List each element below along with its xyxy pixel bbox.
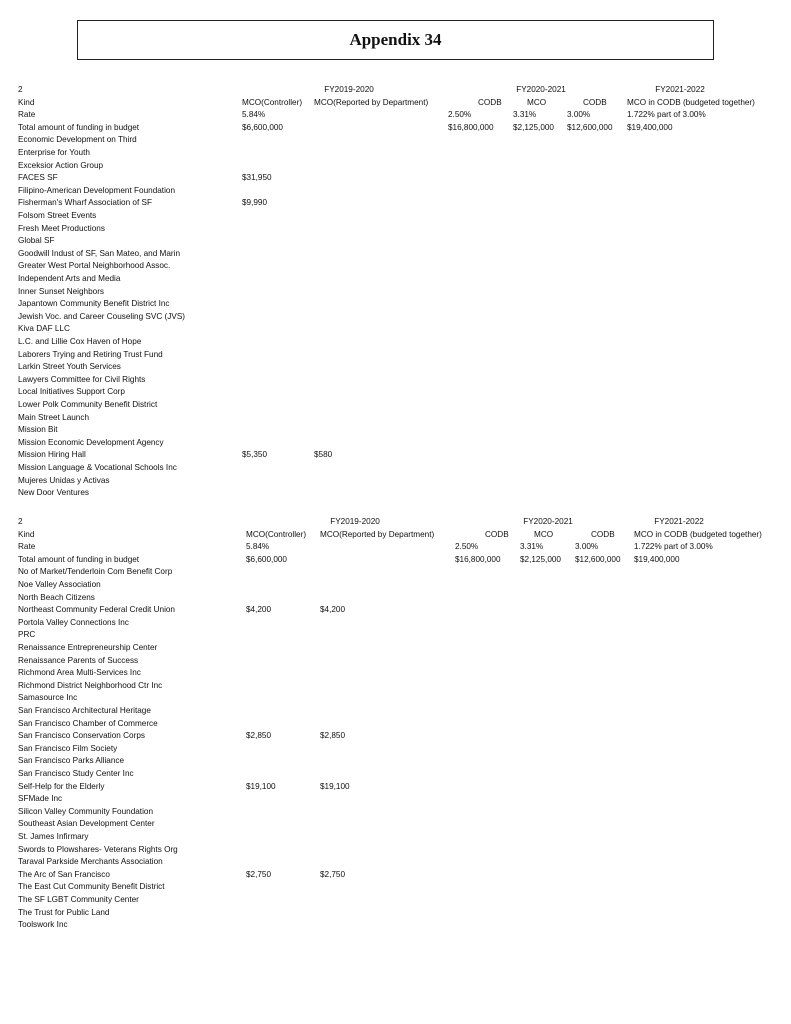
organization-name: PRC [18,630,36,640]
appendix-title: Appendix 34 [349,30,442,49]
table-row [18,856,778,869]
organization-name: The SF LGBT Community Center [18,895,139,904]
organization-name: Independent Arts and Media [18,274,121,283]
appendix-title-box [77,20,714,60]
organization-name: Swords to Plowshares- Veterans Rights Org [18,844,178,854]
funding-codb-2020: $12,600,000 [575,554,621,564]
col-header-mco-2020: MCO [534,529,554,539]
page-number: 2 [18,517,23,526]
organization-name: FACES SF [18,173,58,183]
organization-name: Renaissance Parents of Success [18,655,139,665]
table-row [18,160,778,173]
organization-name: Taraval Parkside Merchants Association [18,857,163,867]
amount-mco-controller: $9,990 [242,198,268,208]
table-row [18,248,778,261]
organization-name: Inner Sunset Neighbors [18,286,105,296]
table-row [18,781,778,794]
col-header-mco-2020: MCO [527,97,547,107]
col-header-mco-in-codb-2021: MCO in CODB (budgeted together) [627,97,755,107]
table-row [18,487,778,500]
amount-mco-controller: $5,350 [242,450,268,460]
fiscal-year-2021-2022: FY2021-2022 [655,85,705,94]
col-header-mco-controller: MCO(Controller) [242,97,303,107]
organization-name: Mission Hiring Hall [18,450,86,460]
col-header-codb-2020: CODB [591,529,615,539]
amount-mco-controller: $19,100 [246,781,276,791]
funding-codb-2019: $16,800,000 [455,554,501,564]
table-row [18,260,778,273]
kind-label: Kind [18,97,35,107]
table-row [18,579,778,592]
funding-codb-2020: $12,600,000 [567,122,613,132]
table-row [18,831,778,844]
table-row [18,311,778,324]
amount-mco-controller: $4,200 [246,605,272,615]
table-row [18,449,778,462]
table-row [18,894,778,907]
organization-name: Enterprise for Youth [18,148,90,157]
organization-name: Folsom Street Events [18,211,97,220]
table-row [18,806,778,819]
organization-name: Renaissance Entrepreneurship Center [18,643,158,652]
table-row [18,566,778,579]
organization-name: Exceksior Action Group [18,160,104,170]
funding-mco-in-codb-2021: $19,400,000 [634,554,680,564]
organization-name: Mission Economic Development Agency [18,437,164,447]
table-row [18,768,778,781]
organization-name: Lower Polk Community Benefit District [18,400,158,409]
table-row [18,235,778,248]
rate-mco-in-codb-2021: 1.722% part of 3.00% [634,542,713,552]
table-row [18,617,778,630]
organization-name: Main Street Launch [18,412,90,422]
organization-name: The Arc of San Francisco [18,869,110,879]
table-row [18,881,778,894]
amount-mco-controller: $31,950 [242,173,272,183]
organization-name: Jewish Voc. and Career Couseling SVC (JVS) [18,311,186,321]
table-row [18,743,778,756]
organization-name: San Francisco Study Center Inc [18,769,134,778]
table-row [18,185,778,198]
table-row [18,844,778,857]
organization-name: Lawyers Committee for Civil Rights [18,374,146,384]
header-row [18,122,778,135]
organization-name: Laborers Trying and Retiring Trust Fund [18,349,163,359]
header-row [18,541,778,554]
table-row [18,336,778,349]
amount-mco-department: $2,850 [320,731,346,741]
table-row [18,680,778,693]
organization-name: Silicon Valley Community Foundation [18,806,154,816]
table-row [18,604,778,617]
rate-codb-2020: 3.00% [567,110,591,120]
header-row [18,97,778,110]
organization-name: Southeast Asian Development Center [18,819,155,829]
amount-mco-department: $2,750 [320,869,346,879]
funding-label: Total amount of funding in budget [18,122,140,132]
organization-name: San Francisco Film Society [18,743,118,753]
col-header-codb-2020: CODB [583,97,607,107]
table-row [18,147,778,160]
organization-name: No of Market/Tenderloin Com Benefit Corp [18,567,173,577]
table-row [18,273,778,286]
col-header-codb-2019: CODB [485,529,509,539]
table-row [18,286,778,299]
table-row [18,919,778,932]
organization-name: Portola Valley Connections Inc [18,617,129,627]
fiscal-year-2020-2021: FY2020-2021 [516,85,566,94]
table-row [18,730,778,743]
funding-codb-2019: $16,800,000 [448,122,494,132]
organization-name: San Francisco Conservation Corps [18,731,145,741]
table-row [18,361,778,374]
table-row [18,399,778,412]
table-row [18,134,778,147]
table-row [18,298,778,311]
rate-mco-in-codb-2021: 1.722% part of 3.00% [627,110,706,120]
header-row [18,529,778,542]
organization-name: Filipino-American Development Foundation [18,185,176,195]
rate-mco-2020: 3.31% [520,542,544,552]
rate-codb-2019: 2.50% [448,110,472,120]
organization-name: Richmond District Neighborhood Ctr Inc [18,680,163,690]
table-row [18,197,778,210]
table-row [18,424,778,437]
table-row [18,907,778,920]
rate-label: Rate [18,110,36,120]
organization-name: Economic Development on Third [18,135,137,145]
organization-name: Global SF [18,236,55,246]
organization-name: The East Cut Community Benefit District [18,882,165,892]
table-row [18,642,778,655]
header-row [18,554,778,567]
table-row [18,386,778,399]
organization-name: San Francisco Architectural Heritage [18,706,151,715]
organization-name: San Francisco Chamber of Commerce [18,718,158,728]
fiscal-year-2019-2020: FY2019-2020 [330,517,380,526]
amount-mco-controller: $2,750 [246,869,272,879]
organization-name: North Beach Citizens [18,592,95,602]
table-row [18,629,778,642]
organization-name: Noe Valley Association [18,580,101,589]
funding-mco-2020: $2,125,000 [520,554,561,564]
fiscal-year-2020-2021: FY2020-2021 [523,517,573,526]
organization-name: Toolswork Inc [18,920,68,930]
fiscal-year-2019-2020: FY2019-2020 [324,85,374,94]
amount-mco-department: $4,200 [320,605,346,615]
organization-name: Fisherman's Wharf Association of SF [18,198,152,208]
table-row [18,705,778,718]
organization-name: Mission Bit [18,425,58,435]
table-row [18,592,778,605]
organization-name: Larkin Street Youth Services [18,362,121,372]
organization-name: New Door Ventures [18,488,89,498]
organization-name: Samasource Inc [18,693,78,703]
funding-mco-controller: $6,600,000 [242,122,283,132]
organization-name: Greater West Portal Neighborhood Assoc. [18,261,171,271]
table-row [18,475,778,488]
organization-name: SFMade Inc [18,794,63,804]
table-row [18,349,778,362]
funding-mco-2020: $2,125,000 [513,122,554,132]
col-header-mco-department: MCO(Reported by Department) [320,529,435,539]
organization-name: L.C. and Lillie Cox Haven of Hope [18,337,142,346]
table-row [18,793,778,806]
table-row [18,462,778,475]
table-row [18,223,778,236]
table-row [18,655,778,668]
organization-name: Goodwill Indust of SF, San Mateo, and Marin [18,248,181,258]
organization-name: Self-Help for the Elderly [18,781,105,791]
organization-name: Local Initiatives Support Corp [18,387,125,397]
table-row [18,210,778,223]
organization-name: St. James Infirmary [18,832,89,841]
amount-mco-department: $19,100 [320,781,350,791]
rate-mco-2020: 3.31% [513,110,537,120]
table-row [18,718,778,731]
header-row [18,109,778,122]
organization-name: The Trust for Public Land [18,907,110,917]
col-header-mco-controller: MCO(Controller) [246,529,307,539]
rate-mco-controller: 5.84% [246,542,270,552]
organization-name: Mujeres Unidas y Activas [18,475,110,485]
organization-name: Japantown Community Benefit District Inc [18,299,170,309]
organization-name: Kiva DAF LLC [18,324,70,334]
amount-mco-department: $580 [314,450,333,460]
table-row [18,818,778,831]
table-row [18,667,778,680]
table-row [18,437,778,450]
organization-name: Fresh Meet Productions [18,223,105,233]
organization-name: Northeast Community Federal Credit Union [18,605,175,615]
rate-label: Rate [18,542,36,552]
col-header-codb-2019: CODB [478,97,502,107]
organization-name: San Francisco Parks Alliance [18,756,125,766]
table-row [18,692,778,705]
col-header-mco-department: MCO(Reported by Department) [314,97,429,107]
header-row [18,84,778,97]
col-header-mco-in-codb-2021: MCO in CODB (budgeted together) [634,529,762,539]
organization-name: Mission Language & Vocational Schools Inc [18,463,177,472]
table-row [18,323,778,336]
organization-name: Richmond Area Multi-Services Inc [18,668,141,678]
table-row [18,412,778,425]
rate-codb-2019: 2.50% [455,542,479,552]
rate-mco-controller: 5.84% [242,110,266,120]
header-row [18,516,778,529]
kind-label: Kind [18,529,35,539]
amount-mco-controller: $2,850 [246,731,272,741]
table-row [18,869,778,882]
funding-mco-in-codb-2021: $19,400,000 [627,122,673,132]
page-number: 2 [18,85,23,94]
fiscal-year-2021-2022: FY2021-2022 [654,517,704,526]
table-row [18,755,778,768]
table-row [18,374,778,387]
funding-mco-controller: $6,600,000 [246,554,287,564]
rate-codb-2020: 3.00% [575,542,599,552]
funding-label: Total amount of funding in budget [18,554,140,564]
table-row [18,172,778,185]
